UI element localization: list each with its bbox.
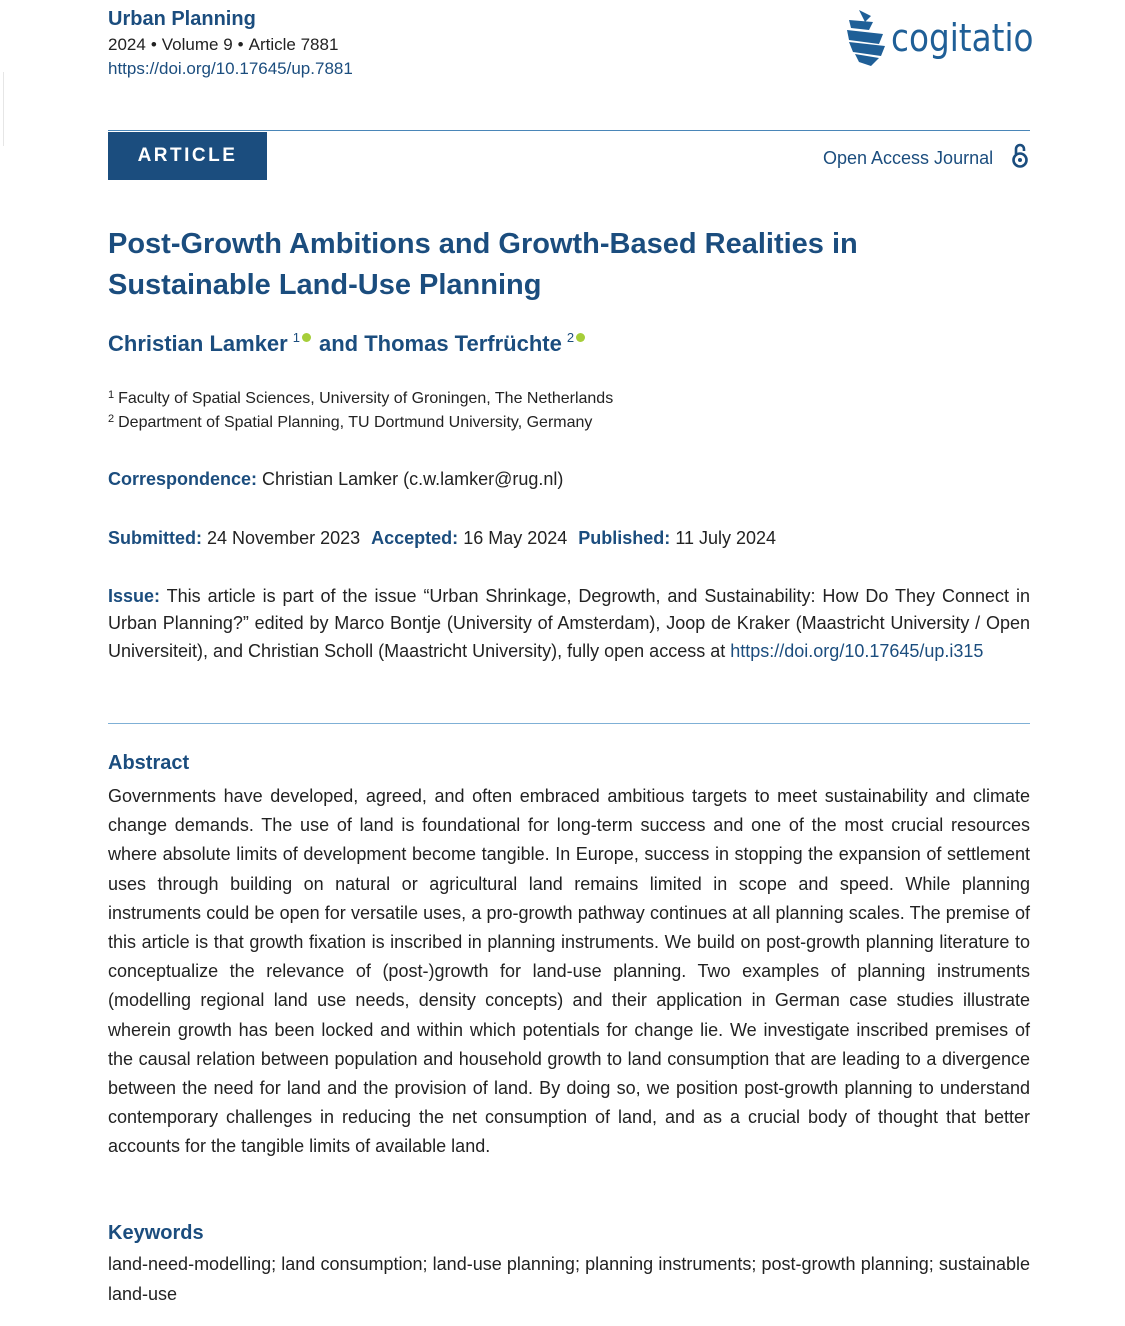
article-title: Post-Growth Ambitions and Growth-Based Realities in Sustainable Land-Use Planning	[108, 228, 858, 301]
page-edge-mark	[0, 72, 4, 146]
published-label: Published:	[578, 528, 671, 548]
orcid-icon[interactable]	[576, 333, 585, 342]
affiliation-number: 1	[108, 389, 115, 401]
correspondence-label: Correspondence:	[108, 469, 258, 489]
author-list	[108, 330, 593, 357]
abstract-heading: Abstract	[108, 752, 190, 774]
header-rule	[108, 130, 1030, 131]
section-divider	[108, 723, 1030, 724]
issue-link[interactable]: https://doi.org/10.17645/up.i315	[730, 640, 984, 661]
cogitatio-book-icon	[845, 8, 889, 68]
affiliation-text: Faculty of Spatial Sciences, University of Groningen, The Netherlands	[118, 390, 614, 407]
article-number: Article 7881	[248, 35, 339, 54]
issue-label: Issue:	[108, 586, 161, 606]
correspondence	[108, 469, 563, 490]
publication-dates	[108, 528, 776, 549]
author-name: Thomas Terfrüchte	[364, 331, 562, 356]
submitted-date: 24 November 2023	[207, 528, 361, 548]
abstract-text: Governments have developed, agreed, and often embraced ambitious targets to meet sustainability and climate change demands. The use of land is foundational for long-term success and one of the most crucial resources where absolute limits of development become tangible. In Europe, success in stopping the expansion of settlement uses through building on natural or agricultural land remains limited in scope and speed. While planning instruments could be open for versatile uses, a pro-growth pathway continues at all planning scales. The premise of this article is that growth fixation is inscribed in planning instruments. We build on post-growth planning literature to conceptualize the relevance of (post-)growth for land-use planning. Two examples of planning instruments (modelling regional land use needs, density concepts) and their application in German case studies illustrate wherein growth has been locked and within which potentials for change lie. We investigate inscribed premises of the causal relation between population and household growth to land consumption that are leading to a divergence between the need for land and the provision of land. By doing so, we position post-growth planning to understand contemporary challenges in reducing the net consumption of land, and as a crucial body of thought that better accounts for the tangible limits of available land.	[108, 786, 1030, 1157]
author-name: Christian Lamker	[108, 331, 288, 356]
volume-line: 2024 • Volume 9 • Article 7881	[108, 35, 339, 54]
keywords-heading: Keywords	[108, 1222, 204, 1244]
affiliation-text: Department of Spatial Planning, TU Dortmund University, Germany	[118, 414, 593, 431]
accepted-label: Accepted:	[371, 528, 459, 548]
publisher-logo	[845, 8, 1035, 68]
open-access-label: Open Access Journal	[823, 148, 994, 168]
correspondence-text: Christian Lamker (c.w.lamker@rug.nl)	[262, 469, 564, 489]
journal-name: Urban Planning	[108, 8, 256, 30]
affiliation-number: 2	[108, 413, 115, 425]
orcid-icon[interactable]	[302, 333, 311, 342]
publisher-name: cogitatio	[891, 16, 1034, 60]
volume: Volume 9	[161, 35, 233, 54]
submitted-label: Submitted:	[108, 528, 202, 548]
issue-note	[108, 583, 1030, 665]
doi-link[interactable]: https://doi.org/10.17645/up.7881	[108, 59, 353, 78]
accepted-date: 16 May 2024	[463, 528, 568, 548]
published-date: 11 July 2024	[675, 528, 777, 548]
affiliation	[108, 389, 613, 408]
author-affil-number: 1	[292, 330, 300, 345]
affiliation	[108, 413, 592, 432]
year: 2024	[108, 35, 146, 54]
article-type-badge: ARTICLE	[108, 132, 267, 180]
open-access-lock-icon	[1010, 142, 1030, 170]
keywords-text: land-need-modelling; land consumption; land-use planning; planning instruments; post-growth planning; sustainable land-use	[108, 1254, 1030, 1304]
issue-text: This article is part of the issue “Urban Shrinkage, Degrowth, and Sustainability: How Do They Connect in Urban Planning?” edited by Marco Bontje (University of Amsterdam), Joop de Kraker (Maastricht University / Open Universiteit), and Christian Scholl (Maastricht University), fully open access at	[108, 586, 1030, 661]
author-affil-number: 2	[566, 330, 575, 345]
author-conjunction: and	[318, 331, 359, 356]
